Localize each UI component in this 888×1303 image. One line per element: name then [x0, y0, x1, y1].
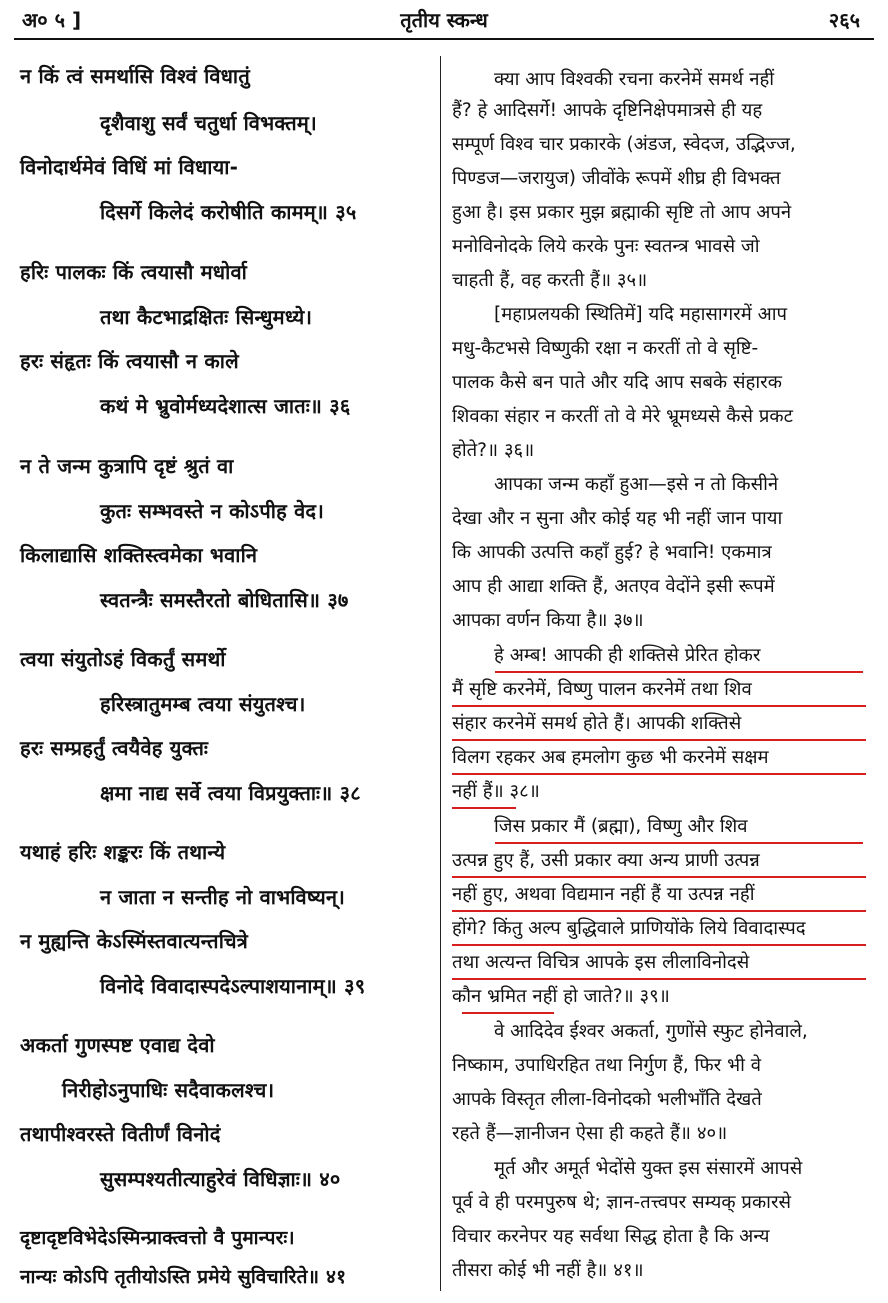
- translation-line: होंगे? किंतु अल्प बुद्धिवाले प्राणियोंके लिये विवादास्पद: [452, 918, 806, 939]
- translation-line: कि आपकी उत्पत्ति कहाँ हुई? हे भवानि! एकमात्र: [452, 542, 772, 563]
- verse-line: हरः संहृतः किं त्वयासौ न काले: [20, 349, 239, 373]
- translation-line: हे अम्ब! आपकी ही शक्तिसे प्रेरित होकर: [494, 645, 761, 666]
- column-divider: [440, 56, 441, 1291]
- verse-line: विनोदार्थमेवं विधिं मां विधाया-: [20, 155, 239, 179]
- chapter-marker: अ० ५ ]: [22, 8, 82, 32]
- verse-line: तथा कैटभाद्रक्षितः सिन्धुमध्ये।: [100, 305, 313, 329]
- translation-line: आपका वर्णन किया है॥ ३७॥: [452, 610, 644, 631]
- translation-line: हुआ है। इस प्रकार मुझ ब्रह्माकी सृष्टि तो आप अपने: [452, 202, 792, 223]
- red-underline: [452, 705, 866, 707]
- translation-line: मनोविनोदके लिये करके पुनः स्वतन्त्र भावसे जो: [452, 236, 760, 257]
- red-underline: [452, 739, 866, 741]
- translation-line: होते?॥ ३६॥: [452, 440, 535, 461]
- translation-line: मैं सृष्टि करनेमें, विष्णु पालन करनेमें तथा शिव: [452, 679, 752, 700]
- translation-line: पिण्डज—जरायुज) जीवोंके रूपमें शीघ्र ही विभक्त: [452, 168, 781, 189]
- red-underline: [452, 978, 866, 980]
- red-underline: [495, 842, 863, 844]
- translation-line: संहार करनेमें समर्थ होते हैं। आपकी शक्तिसे: [452, 713, 742, 734]
- verse-line: न जाता न सन्तीह नो वाभविष्यन्।: [100, 885, 346, 909]
- translation-line: उत्पन्न हुए हैं, उसी प्रकार क्या अन्य प्राणी उत्पन्न: [452, 850, 760, 871]
- red-underline: [462, 1012, 554, 1014]
- page-number: २६५: [828, 8, 860, 32]
- translation-line: पालक कैसे बन पाते और यदि आप सबके संहारक: [452, 372, 782, 393]
- verse-line: न किं त्वं समर्थासि विश्वं विधातुं: [20, 64, 250, 88]
- verse-line: हरिस्त्रातुमम्ब त्वया संयुतश्च।: [100, 692, 306, 716]
- verse-line: दृष्टादृष्टविभेदेऽस्मिन्प्राक्त्वत्तो वै पुमान्परः।: [20, 1227, 295, 1249]
- verse-line: न ते जन्म कुत्रापि दृष्टं श्रुतं वा: [20, 454, 234, 478]
- section-title: तृतीय स्कन्ध: [400, 8, 488, 32]
- red-underline: [452, 807, 516, 809]
- translation-line: शिवका संहार न करतीं तो वे मेरे भ्रूमध्यसे कैसे प्रकट: [452, 406, 793, 427]
- verse-line: तथापीश्वरस्ते वितीर्णं विनोदं: [20, 1122, 221, 1146]
- translation-line: मधु-कैटभसे विष्णुकी रक्षा न करतीं तो वे सृष्टि-: [452, 338, 759, 359]
- verse-line: यथाहं हरिः शङ्करः किं तथान्ये: [20, 840, 226, 864]
- translation-line: [महाप्रलयकी स्थितिमें] यदि महासागरमें आप: [494, 304, 788, 325]
- sanskrit-column: [0, 0, 440, 1303]
- verse-line: त्वया संयुतोऽहं विकर्तुं समर्थो: [20, 647, 226, 671]
- verse-line: क्षमा नाद्य सर्वे त्वया विप्रयुक्ताः॥ ३८: [100, 781, 361, 805]
- verse-line: दिसर्गे किलेदं करोषीति कामम्॥ ३५: [100, 200, 357, 224]
- translation-line: विचार करनेपर यह सर्वथा सिद्ध होता है कि अन्य: [452, 1226, 770, 1247]
- verse-line: हरः सम्प्रहर्तुं त्वयैवेह युक्तः: [20, 736, 209, 760]
- verse-line: दृशैवाशु सर्वं चतुर्धा विभक्तम्।: [100, 111, 317, 135]
- red-underline: [452, 944, 866, 946]
- translation-line: पूर्व वे ही परमपुरुष थे; ज्ञान-तत्त्वपर सम्यक् प्रकारसे: [452, 1192, 792, 1213]
- verse-line: किलाद्यासि शक्तिस्त्वमेका भवानि: [20, 543, 258, 567]
- translation-line: वे आदिदेव ईश्वर अकर्ता, गुणोंसे स्फुट होनेवाले,: [494, 1021, 808, 1042]
- translation-line: तीसरा कोई भी नहीं है॥ ४१॥: [452, 1260, 644, 1281]
- translation-line: तथा अत्यन्त विचित्र आपके इस लीलाविनोदसे: [452, 952, 750, 973]
- translation-line: विलग रहकर अब हमलोग कुछ भी करनेमें सक्षम: [452, 747, 769, 768]
- translation-line: देखा और न सुना और कोई यह भी नहीं जान पाया: [452, 508, 783, 529]
- translation-line: रहते हैं—ज्ञानीजन ऐसा ही कहते हैं॥ ४०॥: [452, 1123, 728, 1144]
- verse-line: विनोदे विवादास्पदेऽल्पाशयानाम्॥ ३९: [100, 974, 366, 998]
- translation-line: निष्काम, उपाधिरहित तथा निर्गुण हैं, फिर भी वे: [452, 1055, 762, 1076]
- verse-line: स्वतन्त्रैः समस्तैरतो बोधितासि॥ ३७: [100, 588, 349, 612]
- verse-line: कथं मे भ्रुवोर्मध्यदेशात्स जातः॥ ३६: [100, 394, 351, 418]
- red-underline: [452, 876, 866, 878]
- translation-line: नहीं हुए, अथवा विद्यमान नहीं हैं या उत्पन्न नहीं: [452, 884, 755, 905]
- red-underline: [495, 671, 863, 673]
- red-underline: [452, 910, 866, 912]
- translation-line: चाहती हैं, वह करती हैं॥ ३५॥: [452, 270, 648, 291]
- verse-line: कुतः सम्भवस्ते न कोऽपीह वेद।: [100, 499, 324, 523]
- translation-line: आपके विस्तृत लीला-विनोदको भलीभाँति देखते: [452, 1089, 762, 1110]
- verse-line: न मुह्यन्ति केऽस्मिंस्तवात्यन्तचित्रे: [20, 929, 249, 953]
- red-underline: [452, 773, 866, 775]
- translation-line: हैं? हे आदिसर्गे! आपके दृष्टिनिक्षेपमात्रसे ही यह: [452, 100, 763, 121]
- verse-line: अकर्ता गुणस्पष्ट एवाद्य देवो: [20, 1033, 215, 1057]
- translation-line: आपका जन्म कहाँ हुआ—इसे न तो किसीने: [494, 474, 779, 495]
- verse-line: हरिः पालकः किं त्वयासौ मधोर्वा: [20, 260, 247, 284]
- translation-line: जिस प्रकार मैं (ब्रह्मा), विष्णु और शिव: [494, 816, 748, 837]
- translation-line: क्या आप विश्वकी रचना करनेमें समर्थ नहीं: [494, 69, 775, 90]
- verse-line: निरीहोऽनुपाधिः सदैवाकलश्च।: [62, 1078, 275, 1102]
- verse-line: सुसम्पश्यतीत्याहुरेवं विधिज्ञाः॥ ४०: [100, 1167, 341, 1191]
- translation-line: मूर्त और अमूर्त भेदोंसे युक्त इस संसारमें आपसे: [494, 1158, 803, 1179]
- translation-line: कौन भ्रमित नहीं हो जाते?॥ ३९॥: [452, 986, 670, 1007]
- translation-line: सम्पूर्ण विश्व चार प्रकारके (अंडज, स्वेदज, उद्भिज्ज,: [452, 134, 796, 155]
- translation-line: नहीं हैं॥ ३८॥: [452, 781, 540, 802]
- verse-line: नान्यः कोऽपि तृतीयोऽस्ति प्रमेये सुविचारिते॥ ४१: [20, 1266, 347, 1288]
- translation-line: आप ही आद्या शक्ति हैं, अतएव वेदोंने इसी रूपमें: [452, 576, 775, 597]
